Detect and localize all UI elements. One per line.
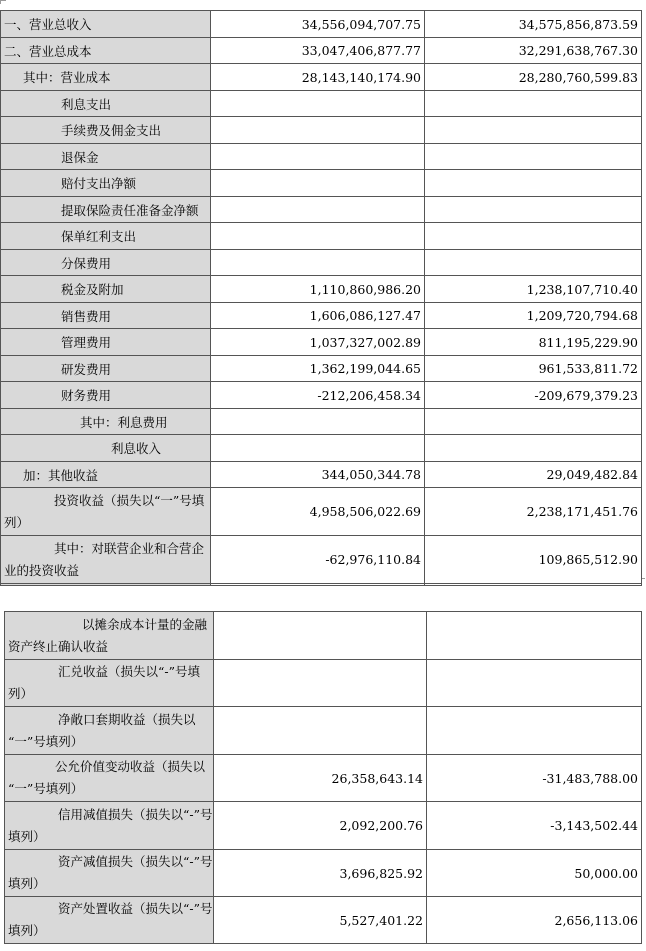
prior-period-value	[425, 117, 642, 144]
prior-period-value: 2,656,113.06	[427, 897, 642, 944]
income-statement-table-1	[0, 10, 642, 586]
table-row	[1, 11, 642, 38]
table-row	[1, 276, 642, 303]
current-period-value	[214, 707, 427, 755]
row-label: 销售费用	[1, 303, 211, 329]
prior-period-value: -209,679,379.23	[425, 382, 642, 409]
row-label: 加：其他收益	[1, 462, 211, 488]
table-row	[1, 91, 642, 117]
row-label-line-2: “一”号填列）	[8, 781, 84, 796]
current-period-value	[214, 612, 427, 660]
row-label-line-1: 汇兑收益（损失以“-”号填	[58, 664, 201, 679]
prior-period-value	[425, 223, 642, 250]
prior-period-value: 1,209,720,794.68	[425, 303, 642, 329]
current-period-value: 2,092,200.76	[214, 802, 427, 850]
table-row-stub	[1, 584, 642, 586]
current-period-value: 1,110,860,986.20	[211, 276, 425, 303]
prior-period-value	[427, 707, 642, 755]
table-row	[1, 382, 642, 409]
row-label-line-2: 填列）	[8, 876, 46, 891]
table-row	[1, 536, 642, 584]
current-period-value: 28,143,140,174.90	[211, 64, 425, 91]
table-row	[1, 117, 642, 144]
prior-period-value: -3,143,502.44	[427, 802, 642, 850]
table-row	[5, 897, 642, 944]
row-label-line-2: 列）	[8, 686, 34, 701]
current-period-value	[211, 144, 425, 170]
current-period-value: 4,958,506,022.69	[211, 488, 425, 536]
prior-period-value	[425, 409, 642, 435]
table-row	[5, 612, 642, 660]
row-label	[5, 755, 214, 802]
prior-period-value: 50,000.00	[427, 850, 642, 897]
row-label	[5, 897, 214, 944]
table-row	[5, 802, 642, 850]
row-label: 保单红利支出	[1, 223, 211, 250]
table-row	[1, 223, 642, 250]
row-label	[1, 488, 211, 536]
row-label: 其中：营业成本	[1, 64, 211, 91]
current-period-value: 1,037,327,002.89	[211, 329, 425, 356]
row-label: 手续费及佣金支出	[1, 117, 211, 144]
current-period-value	[214, 660, 427, 707]
row-label: 税金及附加	[1, 276, 211, 303]
table-row	[1, 64, 642, 91]
row-label: 提取保险责任准备金净额	[1, 197, 211, 223]
row-label: 二、营业总成本	[1, 38, 211, 64]
row-label: 研发费用	[1, 356, 211, 382]
table-row	[5, 755, 642, 802]
table-row	[1, 329, 642, 356]
row-label: 财务费用	[1, 382, 211, 409]
table-row	[1, 170, 642, 197]
prior-period-value: 29,049,482.84	[425, 462, 642, 488]
row-label-line-1: 其中：对联营企业和合营企	[54, 540, 205, 556]
row-label-line-1: 资产减值损失（损失以“-”号	[58, 854, 213, 869]
row-label-line-2: 填列）	[8, 828, 46, 844]
table-row	[1, 435, 642, 462]
row-label: 分保费用	[1, 250, 211, 276]
prior-period-value	[425, 435, 642, 462]
row-label: 一、营业总收入	[1, 11, 211, 38]
current-period-value: 3,696,825.92	[214, 850, 427, 897]
table-row	[1, 462, 642, 488]
current-period-value	[211, 250, 425, 276]
row-label: 利息收入	[1, 435, 211, 462]
current-period-value	[211, 223, 425, 250]
table-row	[1, 409, 642, 435]
row-label: 管理费用	[1, 329, 211, 356]
prior-period-value	[425, 250, 642, 276]
current-period-value: 34,556,094,707.75	[211, 11, 425, 38]
table-row	[5, 707, 642, 755]
prior-period-value	[427, 612, 642, 660]
prior-period-value	[425, 197, 642, 223]
row-label	[5, 707, 214, 755]
row-label	[1, 536, 211, 584]
prior-period-value: 1,238,107,710.40	[425, 276, 642, 303]
prior-period-value: 2,238,171,451.76	[425, 488, 642, 536]
prior-period-value: 811,195,229.90	[425, 329, 642, 356]
corner-mark	[0, 0, 6, 4]
row-label-line-1: 以摊余成本计量的金融	[82, 616, 208, 632]
prior-period-value	[427, 660, 642, 707]
current-period-value: -62,976,110.84	[211, 536, 425, 584]
prior-period-value	[425, 144, 642, 170]
current-period-value	[211, 91, 425, 117]
current-period-value	[211, 117, 425, 144]
prior-period-value: -31,483,788.00	[427, 755, 642, 802]
current-period-value: 26,358,643.14	[214, 755, 427, 802]
prior-period-value: 28,280,760,599.83	[425, 64, 642, 91]
current-period-value: 1,362,199,044.65	[211, 356, 425, 382]
current-period-value: 1,606,086,127.47	[211, 303, 425, 329]
prior-period-value: 34,575,856,873.59	[425, 11, 642, 38]
table-row	[1, 303, 642, 329]
table-row	[1, 356, 642, 382]
prior-period-value	[425, 91, 642, 117]
table-row	[5, 660, 642, 707]
row-label-line-1: 公允价值变动收益（损失以	[55, 759, 206, 774]
row-label-line-2: 资产终止确认收益	[8, 638, 109, 654]
table-row	[1, 144, 642, 170]
row-label: 其中：利息费用	[1, 409, 211, 435]
prior-period-value: 109,865,512.90	[425, 536, 642, 584]
row-label	[5, 612, 214, 660]
row-label: 退保金	[1, 144, 211, 170]
row-label-line-1: 净敞口套期收益（损失以	[58, 711, 196, 727]
row-label-line-1: 信用减值损失（损失以“-”号	[58, 806, 213, 822]
row-label	[5, 850, 214, 897]
current-period-value: 5,527,401.22	[214, 897, 427, 944]
table-row	[1, 488, 642, 536]
income-statement-table-2	[4, 611, 642, 944]
current-period-value: 33,047,406,877.77	[211, 38, 425, 64]
row-label: 赔付支出净额	[1, 170, 211, 197]
table-row	[5, 850, 642, 897]
current-period-value	[211, 170, 425, 197]
prior-period-value: 32,291,638,767.30	[425, 38, 642, 64]
prior-period-value: 961,533,811.72	[425, 356, 642, 382]
row-label	[5, 802, 214, 850]
row-label-line-2: 业的投资收益	[4, 562, 80, 578]
current-period-value: 344,050,344.78	[211, 462, 425, 488]
current-period-value: -212,206,458.34	[211, 382, 425, 409]
current-period-value	[211, 435, 425, 462]
table-row	[1, 38, 642, 64]
row-label-line-1: 投资收益（损失以“一”号填	[54, 492, 205, 508]
row-label-line-1: 资产处置收益（损失以“-”号	[58, 901, 213, 916]
current-period-value	[211, 409, 425, 435]
table-row	[1, 197, 642, 223]
prior-period-value	[425, 170, 642, 197]
row-label-line-2: “一”号填列）	[8, 733, 84, 749]
row-label: 利息支出	[1, 91, 211, 117]
row-label-line-2: 填列）	[8, 923, 46, 938]
row-label	[5, 660, 214, 707]
current-period-value	[211, 197, 425, 223]
row-label-line-2: 列）	[4, 514, 30, 530]
table-row	[1, 250, 642, 276]
